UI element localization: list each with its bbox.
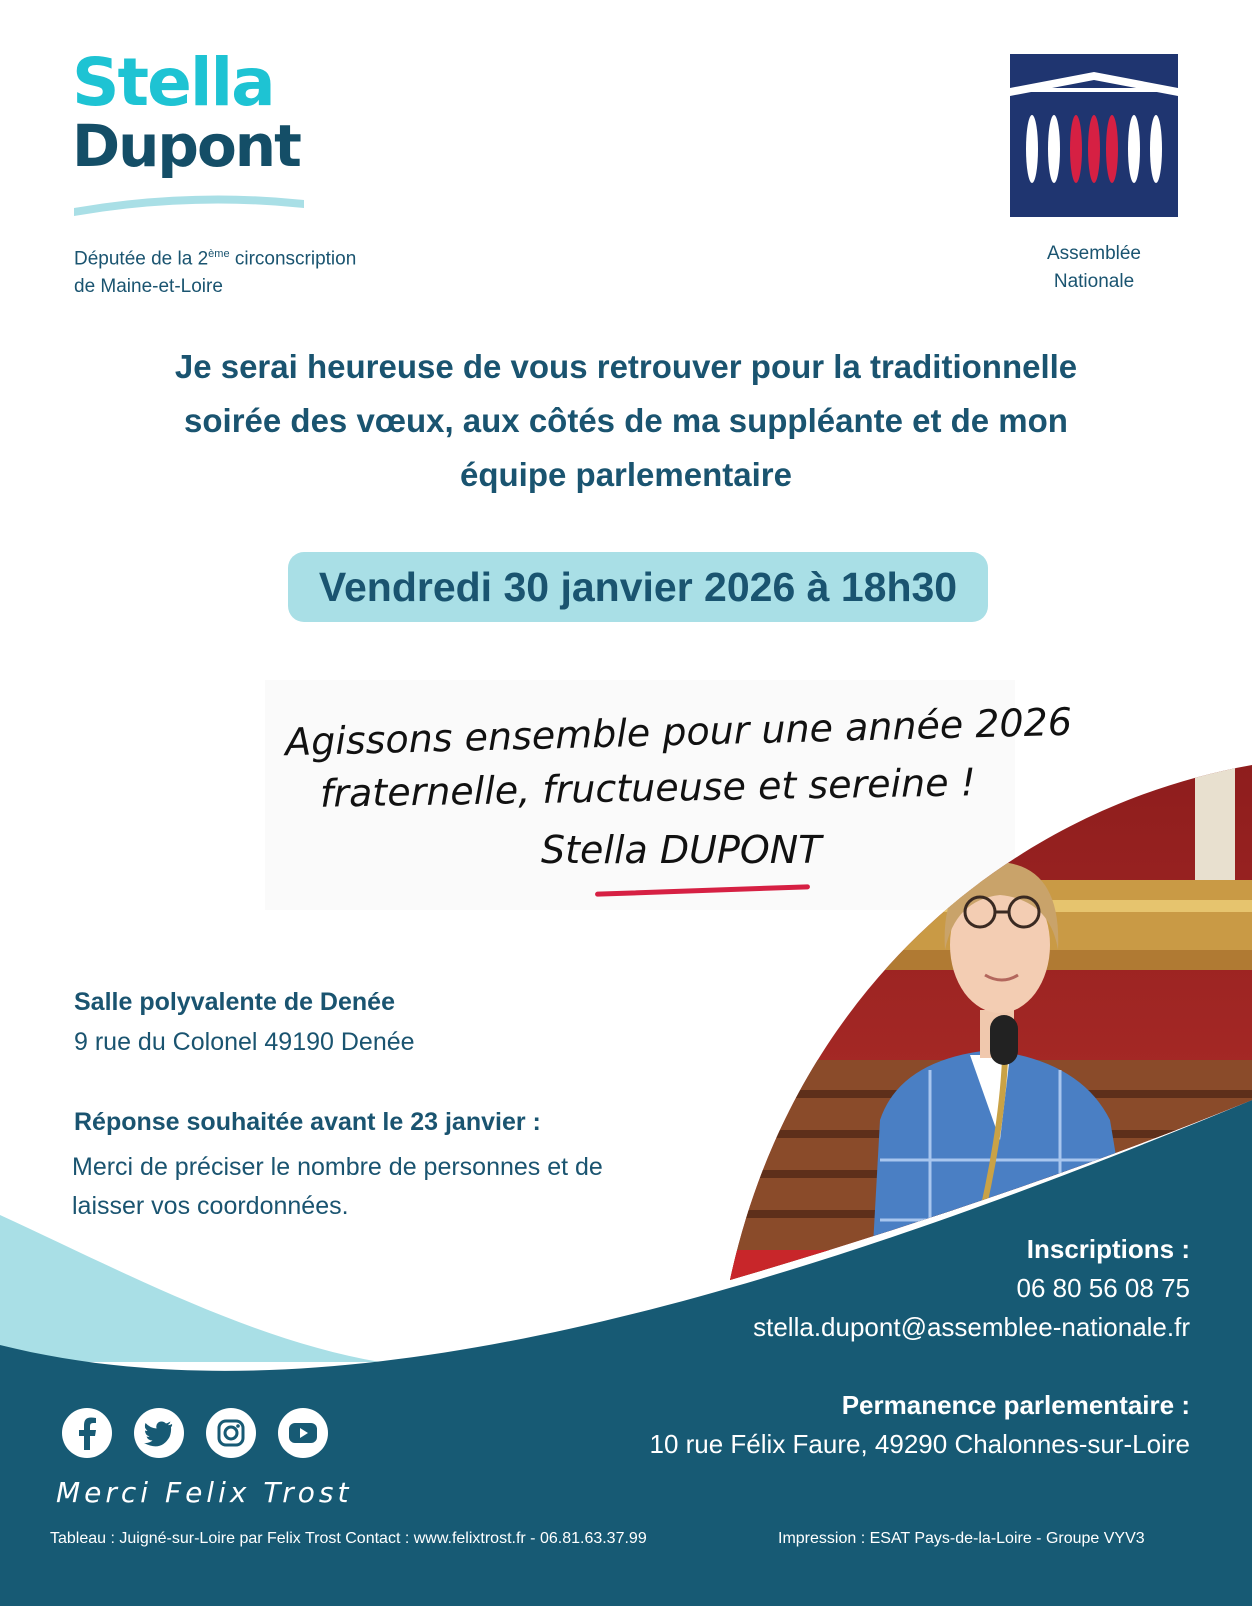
footer-credits: Tableau : Juigné-sur-Loire par Felix Trost Contact : www.felixtrost.fr - 06.81.63.37.99: [50, 1530, 647, 1547]
inscriptions-phone[interactable]: 06 80 56 08 75: [1016, 1273, 1190, 1303]
twitter-icon[interactable]: [134, 1408, 184, 1458]
inscriptions-block: [753, 1230, 1190, 1347]
rsvp-title: Réponse souhaitée avant le 23 janvier :: [74, 1108, 541, 1136]
inscriptions-title: Inscriptions :: [1026, 1234, 1190, 1264]
venue-name: Salle polyvalente de Denée: [74, 988, 395, 1016]
logo-first-name: Stella: [72, 44, 274, 121]
logo-last-name: Dupont: [72, 112, 300, 180]
permanence-block: [649, 1386, 1190, 1464]
handwritten-line-2: fraternelle, fructueuse et sereine !: [319, 760, 977, 816]
inscriptions-email[interactable]: stella.dupont@assemblee-nationale.fr: [753, 1312, 1190, 1342]
youtube-icon[interactable]: [278, 1408, 328, 1458]
invitation-headline: Je serai heureuse de vous retrouver pour la traditionnelle soirée des vœux, aux côtés de ma suppléante et de mon équipe parlementaire: [174, 348, 1078, 493]
handwritten-line-1: Agissons ensemble pour une année 2026: [284, 699, 1073, 765]
deputy-subtitle: Députée de la 2ème circonscription de Maine-et-Loire: [74, 248, 357, 298]
assembly-subtitle: Assemblée Nationale: [1047, 243, 1141, 292]
thanks-signature: Merci Felix Trost: [56, 1476, 353, 1509]
footer-printing: Impression : ESAT Pays-de-la-Loire - Groupe VYV3: [778, 1530, 1145, 1547]
permanence-address: 10 rue Félix Faure, 49290 Chalonnes-sur-Loire: [649, 1429, 1190, 1459]
handwritten-signature: Stella DUPONT: [541, 828, 822, 872]
venue-address: 9 rue du Colonel 49190 Denée: [74, 1028, 415, 1056]
instagram-icon[interactable]: [206, 1408, 256, 1458]
permanence-title: Permanence parlementaire :: [841, 1390, 1190, 1420]
event-date: Vendredi 30 janvier 2026 à 18h30: [318, 564, 958, 610]
facebook-icon[interactable]: [62, 1408, 112, 1458]
rsvp-text: Merci de préciser le nombre de personnes et de laisser vos coordonnées.: [72, 1153, 603, 1220]
